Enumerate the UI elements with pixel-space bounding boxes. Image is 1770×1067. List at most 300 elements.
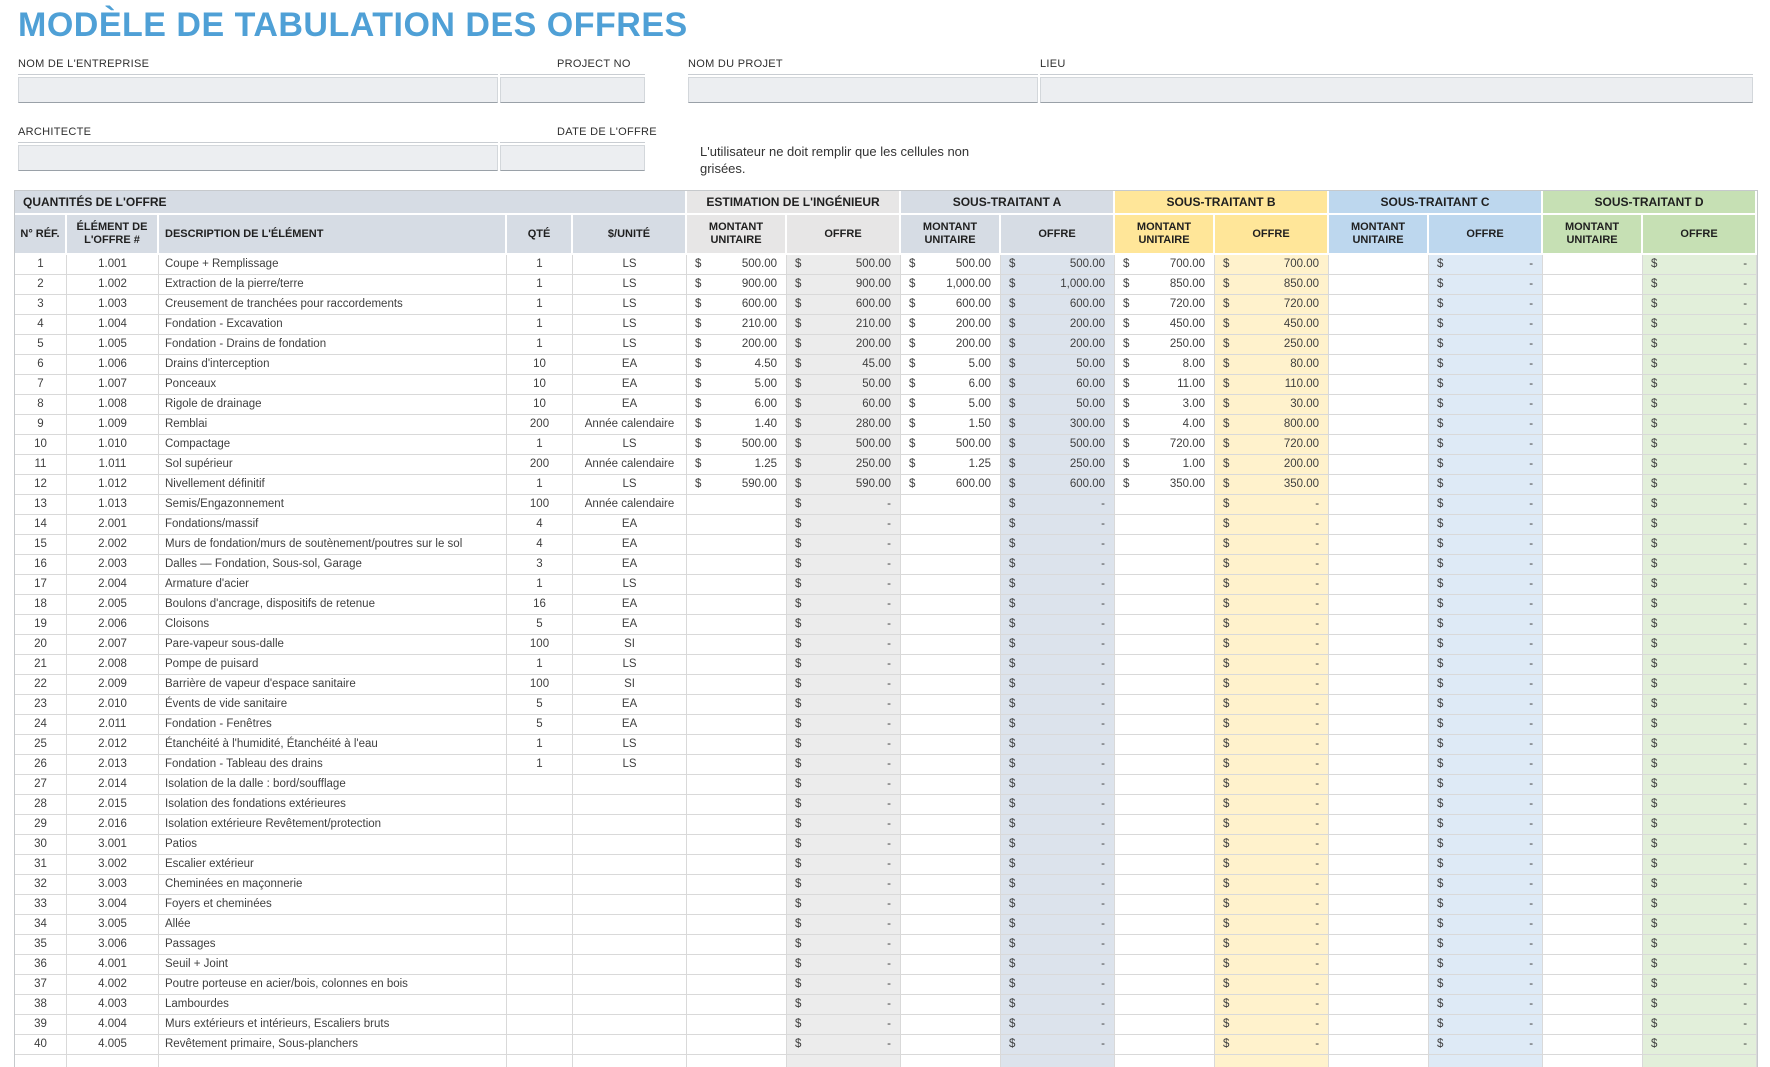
cell-eng_mu[interactable] [687, 875, 787, 895]
cell-d_mu[interactable] [1543, 635, 1643, 655]
cell-qty[interactable]: 1 [507, 315, 573, 335]
cell-c_offre[interactable] [1429, 475, 1543, 495]
cell-eng_offre[interactable] [787, 535, 901, 555]
cell-d_offre[interactable] [1643, 575, 1757, 595]
cell-eng_mu[interactable] [687, 855, 787, 875]
cell-a_offre[interactable] [1001, 795, 1115, 815]
cell-d_mu[interactable] [1543, 955, 1643, 975]
cell-c_mu[interactable] [1329, 375, 1429, 395]
cell-d_offre[interactable] [1643, 935, 1757, 955]
cell-a_offre[interactable] [1001, 895, 1115, 915]
cell-unit[interactable]: LS [573, 655, 687, 675]
cell-item[interactable]: 1.003 [67, 295, 159, 315]
cell-eng_offre[interactable] [787, 755, 901, 775]
cell-d_offre[interactable] [1643, 735, 1757, 755]
cell-b_mu[interactable] [1115, 1015, 1215, 1035]
cell-eng_offre[interactable] [787, 1055, 901, 1067]
cell-c_mu[interactable] [1329, 1035, 1429, 1055]
cell-c_mu[interactable] [1329, 495, 1429, 515]
cell-a_offre[interactable] [1001, 295, 1115, 315]
cell-d_mu[interactable] [1543, 415, 1643, 435]
cell-qty[interactable] [507, 935, 573, 955]
cell-item[interactable]: 1.004 [67, 315, 159, 335]
cell-a_offre[interactable] [1001, 835, 1115, 855]
cell-item[interactable]: 1.005 [67, 335, 159, 355]
cell-eng_offre[interactable] [787, 815, 901, 835]
cell-c_offre[interactable] [1429, 895, 1543, 915]
cell-item[interactable]: 2.003 [67, 555, 159, 575]
cell-item[interactable]: 3.004 [67, 895, 159, 915]
cell-c_mu[interactable] [1329, 775, 1429, 795]
cell-qty[interactable]: 3 [507, 555, 573, 575]
cell-d_mu[interactable] [1543, 895, 1643, 915]
cell-desc[interactable]: Nivellement définitif [159, 475, 507, 495]
cell-d_offre[interactable] [1643, 715, 1757, 735]
cell-c_offre[interactable] [1429, 295, 1543, 315]
cell-b_offre[interactable] [1215, 835, 1329, 855]
cell-a_offre[interactable] [1001, 915, 1115, 935]
cell-unit[interactable] [573, 795, 687, 815]
cell-c_mu[interactable] [1329, 675, 1429, 695]
company-name-input[interactable] [18, 77, 498, 103]
cell-b_mu[interactable] [1115, 675, 1215, 695]
cell-b_offre[interactable] [1215, 375, 1329, 395]
cell-d_mu[interactable] [1543, 995, 1643, 1015]
cell-a_offre[interactable] [1001, 715, 1115, 735]
cell-eng_mu[interactable] [687, 695, 787, 715]
cell-c_offre[interactable] [1429, 455, 1543, 475]
cell-item[interactable]: 1.007 [67, 375, 159, 395]
cell-c_mu[interactable] [1329, 415, 1429, 435]
cell-a_offre[interactable] [1001, 495, 1115, 515]
cell-b_mu[interactable] [1115, 1035, 1215, 1055]
cell-unit[interactable]: EA [573, 555, 687, 575]
cell-ref[interactable]: 4 [15, 315, 67, 335]
cell-eng_mu[interactable] [687, 535, 787, 555]
cell-eng_offre[interactable] [787, 275, 901, 295]
cell-eng_mu[interactable] [687, 955, 787, 975]
cell-b_offre[interactable] [1215, 295, 1329, 315]
cell-eng_mu[interactable] [687, 555, 787, 575]
cell-c_mu[interactable] [1329, 655, 1429, 675]
cell-a_mu[interactable] [901, 595, 1001, 615]
cell-desc[interactable]: Fondations/massif [159, 515, 507, 535]
cell-d_mu[interactable] [1543, 395, 1643, 415]
cell-a_offre[interactable] [1001, 775, 1115, 795]
cell-b_offre[interactable] [1215, 615, 1329, 635]
cell-d_mu[interactable] [1543, 655, 1643, 675]
cell-ref[interactable]: 11 [15, 455, 67, 475]
cell-qty[interactable]: 1 [507, 435, 573, 455]
cell-c_offre[interactable] [1429, 735, 1543, 755]
cell-a_mu[interactable] [901, 475, 1001, 495]
cell-a_offre[interactable] [1001, 475, 1115, 495]
cell-a_offre[interactable] [1001, 595, 1115, 615]
cell-a_mu[interactable] [901, 1015, 1001, 1035]
cell-eng_mu[interactable] [687, 795, 787, 815]
cell-ref[interactable]: 26 [15, 755, 67, 775]
cell-a_offre[interactable] [1001, 935, 1115, 955]
cell-b_offre[interactable] [1215, 475, 1329, 495]
cell-a_offre[interactable] [1001, 515, 1115, 535]
cell-a_offre[interactable] [1001, 635, 1115, 655]
cell-item[interactable]: 2.001 [67, 515, 159, 535]
cell-a_mu[interactable] [901, 575, 1001, 595]
cell-desc[interactable]: Extraction de la pierre/terre [159, 275, 507, 295]
cell-a_mu[interactable] [901, 955, 1001, 975]
cell-ref[interactable]: 8 [15, 395, 67, 415]
cell-c_mu[interactable] [1329, 635, 1429, 655]
cell-c_mu[interactable] [1329, 615, 1429, 635]
cell-b_mu[interactable] [1115, 395, 1215, 415]
cell-ref[interactable]: 1 [15, 255, 67, 275]
cell-d_offre[interactable] [1643, 835, 1757, 855]
cell-ref[interactable]: 38 [15, 995, 67, 1015]
cell-ref[interactable]: 18 [15, 595, 67, 615]
cell-a_offre[interactable] [1001, 675, 1115, 695]
cell-d_offre[interactable] [1643, 855, 1757, 875]
cell-d_mu[interactable] [1543, 375, 1643, 395]
cell-a_mu[interactable] [901, 995, 1001, 1015]
cell-c_offre[interactable] [1429, 975, 1543, 995]
cell-desc[interactable]: Murs de fondation/murs de soutènement/poutres sur le sol [159, 535, 507, 555]
cell-a_mu[interactable] [901, 915, 1001, 935]
cell-b_mu[interactable] [1115, 915, 1215, 935]
cell-c_mu[interactable] [1329, 955, 1429, 975]
cell-eng_offre[interactable] [787, 295, 901, 315]
cell-b_offre[interactable] [1215, 335, 1329, 355]
cell-d_mu[interactable] [1543, 495, 1643, 515]
cell-c_mu[interactable] [1329, 315, 1429, 335]
cell-c_mu[interactable] [1329, 695, 1429, 715]
cell-eng_offre[interactable] [787, 615, 901, 635]
cell-b_mu[interactable] [1115, 535, 1215, 555]
cell-c_mu[interactable] [1329, 995, 1429, 1015]
cell-qty[interactable] [507, 795, 573, 815]
cell-c_mu[interactable] [1329, 855, 1429, 875]
cell-ref[interactable]: 35 [15, 935, 67, 955]
cell-unit[interactable]: LS [573, 735, 687, 755]
cell-a_offre[interactable] [1001, 655, 1115, 675]
cell-d_mu[interactable] [1543, 735, 1643, 755]
cell-d_offre[interactable] [1643, 975, 1757, 995]
cell-item[interactable]: 2.005 [67, 595, 159, 615]
cell-d_offre[interactable] [1643, 295, 1757, 315]
cell-ref[interactable]: 27 [15, 775, 67, 795]
cell-item[interactable]: 4.002 [67, 975, 159, 995]
cell-b_offre[interactable] [1215, 775, 1329, 795]
cell-unit[interactable]: EA [573, 695, 687, 715]
cell-a_mu[interactable] [901, 535, 1001, 555]
cell-desc[interactable]: Murs extérieurs et intérieurs, Escaliers bruts [159, 1015, 507, 1035]
cell-item[interactable]: 2.008 [67, 655, 159, 675]
cell-c_offre[interactable] [1429, 595, 1543, 615]
cell-b_offre[interactable] [1215, 395, 1329, 415]
cell-eng_offre[interactable] [787, 735, 901, 755]
cell-c_mu[interactable] [1329, 295, 1429, 315]
cell-qty[interactable] [507, 955, 573, 975]
cell-unit[interactable] [573, 1055, 687, 1067]
cell-item[interactable]: 2.015 [67, 795, 159, 815]
cell-ref[interactable]: 7 [15, 375, 67, 395]
cell-unit[interactable] [573, 875, 687, 895]
cell-c_offre[interactable] [1429, 995, 1543, 1015]
cell-c_offre[interactable] [1429, 655, 1543, 675]
cell-d_mu[interactable] [1543, 795, 1643, 815]
cell-unit[interactable]: EA [573, 515, 687, 535]
cell-eng_offre[interactable] [787, 335, 901, 355]
cell-b_mu[interactable] [1115, 755, 1215, 775]
cell-ref[interactable]: 40 [15, 1035, 67, 1055]
cell-qty[interactable]: 16 [507, 595, 573, 615]
cell-d_mu[interactable] [1543, 615, 1643, 635]
cell-ref[interactable]: 15 [15, 535, 67, 555]
cell-d_mu[interactable] [1543, 455, 1643, 475]
cell-d_mu[interactable] [1543, 935, 1643, 955]
cell-ref[interactable]: 3 [15, 295, 67, 315]
cell-desc[interactable]: Allée [159, 915, 507, 935]
cell-eng_offre[interactable] [787, 355, 901, 375]
cell-ref[interactable]: 37 [15, 975, 67, 995]
cell-desc[interactable]: Ponceaux [159, 375, 507, 395]
cell-b_mu[interactable] [1115, 515, 1215, 535]
cell-c_offre[interactable] [1429, 875, 1543, 895]
cell-eng_mu[interactable] [687, 395, 787, 415]
cell-a_mu[interactable] [901, 735, 1001, 755]
cell-qty[interactable] [507, 915, 573, 935]
cell-eng_offre[interactable] [787, 975, 901, 995]
cell-qty[interactable]: 1 [507, 275, 573, 295]
location-input[interactable] [1040, 77, 1753, 103]
cell-eng_mu[interactable] [687, 635, 787, 655]
cell-d_offre[interactable] [1643, 695, 1757, 715]
cell-d_mu[interactable] [1543, 255, 1643, 275]
cell-c_offre[interactable] [1429, 915, 1543, 935]
cell-eng_mu[interactable] [687, 935, 787, 955]
cell-eng_mu[interactable] [687, 1035, 787, 1055]
cell-eng_offre[interactable] [787, 955, 901, 975]
cell-desc[interactable]: Compactage [159, 435, 507, 455]
cell-eng_mu[interactable] [687, 275, 787, 295]
cell-a_mu[interactable] [901, 315, 1001, 335]
cell-desc[interactable]: Passages [159, 935, 507, 955]
cell-a_mu[interactable] [901, 395, 1001, 415]
cell-desc[interactable]: Drains d'interception [159, 355, 507, 375]
cell-b_offre[interactable] [1215, 715, 1329, 735]
cell-b_mu[interactable] [1115, 695, 1215, 715]
cell-qty[interactable] [507, 855, 573, 875]
cell-a_mu[interactable] [901, 975, 1001, 995]
cell-item[interactable]: 2.004 [67, 575, 159, 595]
cell-eng_offre[interactable] [787, 695, 901, 715]
cell-unit[interactable] [573, 895, 687, 915]
cell-eng_mu[interactable] [687, 975, 787, 995]
cell-unit[interactable]: Année calendaire [573, 415, 687, 435]
cell-b_mu[interactable] [1115, 815, 1215, 835]
cell-eng_offre[interactable] [787, 315, 901, 335]
cell-a_offre[interactable] [1001, 375, 1115, 395]
cell-ref[interactable]: 32 [15, 875, 67, 895]
cell-b_mu[interactable] [1115, 295, 1215, 315]
cell-qty[interactable] [507, 995, 573, 1015]
cell-c_offre[interactable] [1429, 335, 1543, 355]
cell-c_mu[interactable] [1329, 975, 1429, 995]
cell-c_mu[interactable] [1329, 835, 1429, 855]
cell-unit[interactable]: Année calendaire [573, 495, 687, 515]
cell-ref[interactable]: 10 [15, 435, 67, 455]
cell-c_offre[interactable] [1429, 315, 1543, 335]
cell-unit[interactable]: LS [573, 295, 687, 315]
cell-d_offre[interactable] [1643, 875, 1757, 895]
cell-unit[interactable]: LS [573, 575, 687, 595]
cell-c_offre[interactable] [1429, 835, 1543, 855]
cell-c_mu[interactable] [1329, 595, 1429, 615]
cell-unit[interactable]: EA [573, 395, 687, 415]
cell-d_offre[interactable] [1643, 815, 1757, 835]
cell-a_mu[interactable] [901, 635, 1001, 655]
cell-c_mu[interactable] [1329, 795, 1429, 815]
cell-desc[interactable]: Pare-vapeur sous-dalle [159, 635, 507, 655]
cell-desc[interactable]: Escalier extérieur [159, 855, 507, 875]
cell-ref[interactable]: 34 [15, 915, 67, 935]
cell-desc[interactable] [159, 1055, 507, 1067]
cell-d_offre[interactable] [1643, 1035, 1757, 1055]
cell-b_offre[interactable] [1215, 555, 1329, 575]
cell-eng_offre[interactable] [787, 795, 901, 815]
cell-qty[interactable] [507, 1035, 573, 1055]
cell-d_mu[interactable] [1543, 275, 1643, 295]
cell-eng_offre[interactable] [787, 995, 901, 1015]
cell-ref[interactable]: 30 [15, 835, 67, 855]
cell-d_offre[interactable] [1643, 775, 1757, 795]
cell-d_mu[interactable] [1543, 755, 1643, 775]
cell-eng_mu[interactable] [687, 475, 787, 495]
cell-d_mu[interactable] [1543, 915, 1643, 935]
cell-d_offre[interactable] [1643, 895, 1757, 915]
cell-c_offre[interactable] [1429, 1015, 1543, 1035]
cell-b_mu[interactable] [1115, 955, 1215, 975]
cell-b_mu[interactable] [1115, 1055, 1215, 1067]
cell-eng_mu[interactable] [687, 915, 787, 935]
cell-qty[interactable] [507, 835, 573, 855]
cell-item[interactable]: 4.001 [67, 955, 159, 975]
cell-a_offre[interactable] [1001, 435, 1115, 455]
cell-unit[interactable]: EA [573, 615, 687, 635]
cell-d_offre[interactable] [1643, 615, 1757, 635]
cell-ref[interactable]: 28 [15, 795, 67, 815]
cell-b_mu[interactable] [1115, 895, 1215, 915]
cell-desc[interactable]: Fondation - Excavation [159, 315, 507, 335]
cell-eng_mu[interactable] [687, 1015, 787, 1035]
cell-a_offre[interactable] [1001, 535, 1115, 555]
cell-d_mu[interactable] [1543, 575, 1643, 595]
cell-c_offre[interactable] [1429, 695, 1543, 715]
cell-c_offre[interactable] [1429, 275, 1543, 295]
cell-b_offre[interactable] [1215, 1055, 1329, 1067]
cell-c_offre[interactable] [1429, 675, 1543, 695]
cell-d_offre[interactable] [1643, 1055, 1757, 1067]
cell-a_offre[interactable] [1001, 735, 1115, 755]
cell-b_offre[interactable] [1215, 435, 1329, 455]
cell-a_offre[interactable] [1001, 615, 1115, 635]
cell-c_offre[interactable] [1429, 795, 1543, 815]
cell-d_mu[interactable] [1543, 475, 1643, 495]
cell-d_offre[interactable] [1643, 475, 1757, 495]
cell-c_offre[interactable] [1429, 615, 1543, 635]
cell-a_mu[interactable] [901, 295, 1001, 315]
cell-b_offre[interactable] [1215, 955, 1329, 975]
cell-a_mu[interactable] [901, 935, 1001, 955]
cell-c_mu[interactable] [1329, 395, 1429, 415]
cell-item[interactable]: 3.006 [67, 935, 159, 955]
cell-b_offre[interactable] [1215, 355, 1329, 375]
cell-b_mu[interactable] [1115, 935, 1215, 955]
cell-b_offre[interactable] [1215, 515, 1329, 535]
cell-c_mu[interactable] [1329, 1015, 1429, 1035]
cell-ref[interactable]: 39 [15, 1015, 67, 1035]
cell-unit[interactable]: Année calendaire [573, 455, 687, 475]
cell-eng_offre[interactable] [787, 595, 901, 615]
cell-desc[interactable]: Cheminées en maçonnerie [159, 875, 507, 895]
cell-b_mu[interactable] [1115, 335, 1215, 355]
cell-ref[interactable]: 5 [15, 335, 67, 355]
cell-eng_mu[interactable] [687, 615, 787, 635]
cell-d_mu[interactable] [1543, 715, 1643, 735]
cell-eng_mu[interactable] [687, 995, 787, 1015]
cell-eng_mu[interactable] [687, 1055, 787, 1067]
cell-a_offre[interactable] [1001, 255, 1115, 275]
cell-desc[interactable]: Lambourdes [159, 995, 507, 1015]
cell-a_mu[interactable] [901, 355, 1001, 375]
cell-a_mu[interactable] [901, 795, 1001, 815]
cell-eng_mu[interactable] [687, 515, 787, 535]
cell-d_offre[interactable] [1643, 1015, 1757, 1035]
cell-d_offre[interactable] [1643, 595, 1757, 615]
cell-c_mu[interactable] [1329, 1055, 1429, 1067]
cell-qty[interactable]: 1 [507, 575, 573, 595]
cell-a_mu[interactable] [901, 555, 1001, 575]
cell-eng_offre[interactable] [787, 715, 901, 735]
project-no-input[interactable] [500, 77, 645, 103]
cell-a_mu[interactable] [901, 715, 1001, 735]
cell-d_offre[interactable] [1643, 435, 1757, 455]
cell-b_mu[interactable] [1115, 655, 1215, 675]
cell-desc[interactable]: Dalles — Fondation, Sous-sol, Garage [159, 555, 507, 575]
cell-d_mu[interactable] [1543, 1015, 1643, 1035]
cell-b_offre[interactable] [1215, 575, 1329, 595]
cell-c_mu[interactable] [1329, 895, 1429, 915]
cell-c_offre[interactable] [1429, 815, 1543, 835]
cell-a_mu[interactable] [901, 775, 1001, 795]
cell-qty[interactable] [507, 975, 573, 995]
cell-a_offre[interactable] [1001, 355, 1115, 375]
cell-d_offre[interactable] [1643, 415, 1757, 435]
cell-item[interactable]: 1.006 [67, 355, 159, 375]
cell-b_offre[interactable] [1215, 275, 1329, 295]
cell-d_mu[interactable] [1543, 775, 1643, 795]
cell-b_mu[interactable] [1115, 435, 1215, 455]
cell-b_mu[interactable] [1115, 795, 1215, 815]
cell-c_offre[interactable] [1429, 575, 1543, 595]
cell-desc[interactable]: Coupe + Remplissage [159, 255, 507, 275]
cell-eng_mu[interactable] [687, 435, 787, 455]
cell-qty[interactable]: 1 [507, 335, 573, 355]
cell-c_mu[interactable] [1329, 715, 1429, 735]
cell-c_offre[interactable] [1429, 635, 1543, 655]
cell-item[interactable]: 1.010 [67, 435, 159, 455]
cell-a_mu[interactable] [901, 455, 1001, 475]
cell-d_offre[interactable] [1643, 955, 1757, 975]
